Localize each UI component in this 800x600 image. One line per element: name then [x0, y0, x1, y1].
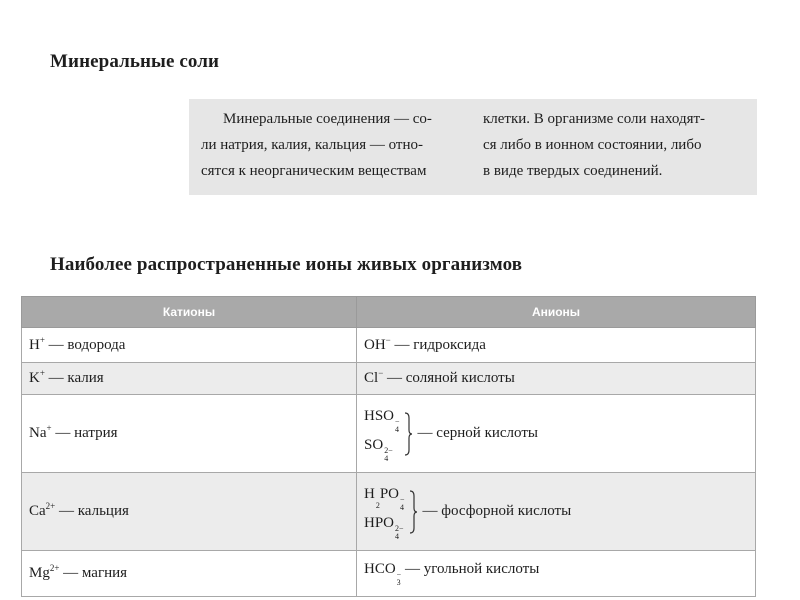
- header-cations: Катионы: [22, 297, 357, 328]
- anion-name: — фосфорной кислоты: [422, 503, 572, 519]
- cation-cell: [22, 328, 357, 363]
- table-row: [22, 363, 756, 395]
- cation-name: — натрия: [51, 425, 118, 441]
- anion-name: — угольной кислоты: [401, 560, 540, 577]
- anion-cell: [357, 363, 756, 395]
- info-line: сятся к неорганическим веществам: [201, 163, 427, 179]
- anion-cell: [357, 328, 756, 363]
- right-brace-icon: [409, 490, 417, 534]
- charge: +: [39, 368, 45, 378]
- sub-sup: [384, 447, 393, 463]
- table-row: [22, 551, 756, 597]
- sub-sup: [376, 502, 380, 510]
- subscript: 4: [395, 424, 400, 434]
- cation-name: — кальция: [55, 503, 129, 519]
- sub-sup: [395, 418, 400, 434]
- sub-sup: [395, 525, 404, 541]
- right-brace-icon: [404, 412, 412, 456]
- anion-formula: [364, 483, 405, 512]
- formula-base: SO: [364, 436, 384, 453]
- cation-cell: [22, 363, 357, 395]
- anion-formula: HCO: [364, 560, 396, 577]
- cation-formula: Mg: [29, 565, 50, 581]
- info-box-column-left: [201, 106, 469, 184]
- anion-formula-stack: [364, 405, 400, 463]
- anion-formula-stack: [364, 483, 405, 541]
- charge: 2−: [384, 445, 393, 455]
- anion-formula: [364, 512, 405, 541]
- info-box: [189, 99, 757, 195]
- formula-prefix: H: [364, 485, 375, 502]
- subscript: 3: [396, 577, 401, 587]
- formula-base: PO: [379, 485, 400, 502]
- charge: −: [396, 569, 402, 579]
- cation-cell: [22, 551, 357, 597]
- anion-name: — гидроксида: [390, 336, 486, 353]
- cation-formula: Ca: [29, 503, 46, 519]
- charge: −: [395, 416, 400, 426]
- subscript: 4: [384, 453, 389, 463]
- table-row: [22, 395, 756, 473]
- anion-formula: [364, 405, 400, 434]
- anion-cell: [357, 395, 756, 473]
- ions-table: [21, 296, 756, 597]
- subscript: 4: [400, 502, 405, 512]
- info-line: ли натрия, калия, кальция — отно-: [201, 137, 423, 153]
- cation-formula: Na: [29, 425, 47, 441]
- anion-group: [364, 483, 571, 541]
- table-header-row: [22, 297, 756, 328]
- charge: −: [385, 334, 391, 345]
- charge: 2−: [395, 523, 404, 533]
- cation-cell: [22, 473, 357, 551]
- info-box-column-right: [483, 106, 745, 184]
- info-line: Минеральные соединения — со-: [223, 111, 432, 127]
- sub-sup: [400, 496, 405, 512]
- formula-base: HSO: [364, 407, 395, 424]
- anion-formula: [364, 434, 400, 463]
- charge: −: [378, 368, 384, 378]
- table-row: [22, 473, 756, 551]
- cation-name: — магния: [59, 565, 128, 581]
- charge: −: [400, 494, 405, 504]
- table-row: [22, 328, 756, 363]
- header-anions: Анионы: [357, 297, 756, 328]
- charge: 2+: [45, 501, 56, 511]
- section-title-ions: Наиболее распространенные ионы живых организмов: [50, 254, 523, 275]
- anion-name: — соляной кислоты: [383, 370, 515, 386]
- info-line: клетки. В организме соли находят-: [483, 111, 706, 127]
- charge: 2+: [49, 563, 60, 573]
- section-title-mineral-salts: Минеральные соли: [50, 51, 220, 72]
- anion-cell: [357, 473, 756, 551]
- cation-cell: [22, 395, 357, 473]
- subscript: 4: [395, 531, 400, 541]
- subscript: 2: [375, 500, 380, 510]
- charge: +: [46, 423, 52, 433]
- anion-group: [364, 405, 538, 463]
- formula-base: HPO: [364, 514, 395, 531]
- anion-cell: [357, 551, 756, 597]
- cation-formula: H: [29, 336, 40, 353]
- cation-name: — калия: [44, 370, 104, 386]
- charge: +: [39, 334, 45, 345]
- info-line: в виде твердых соединений.: [483, 163, 663, 179]
- cation-name: — водорода: [44, 336, 126, 353]
- cation-formula: K: [29, 370, 40, 386]
- anion-formula: OH: [364, 336, 386, 353]
- anion-name: — серной кислоты: [417, 425, 538, 441]
- anion-formula: Cl: [364, 370, 379, 386]
- info-line: ся либо в ионном состоянии, либо: [483, 137, 702, 153]
